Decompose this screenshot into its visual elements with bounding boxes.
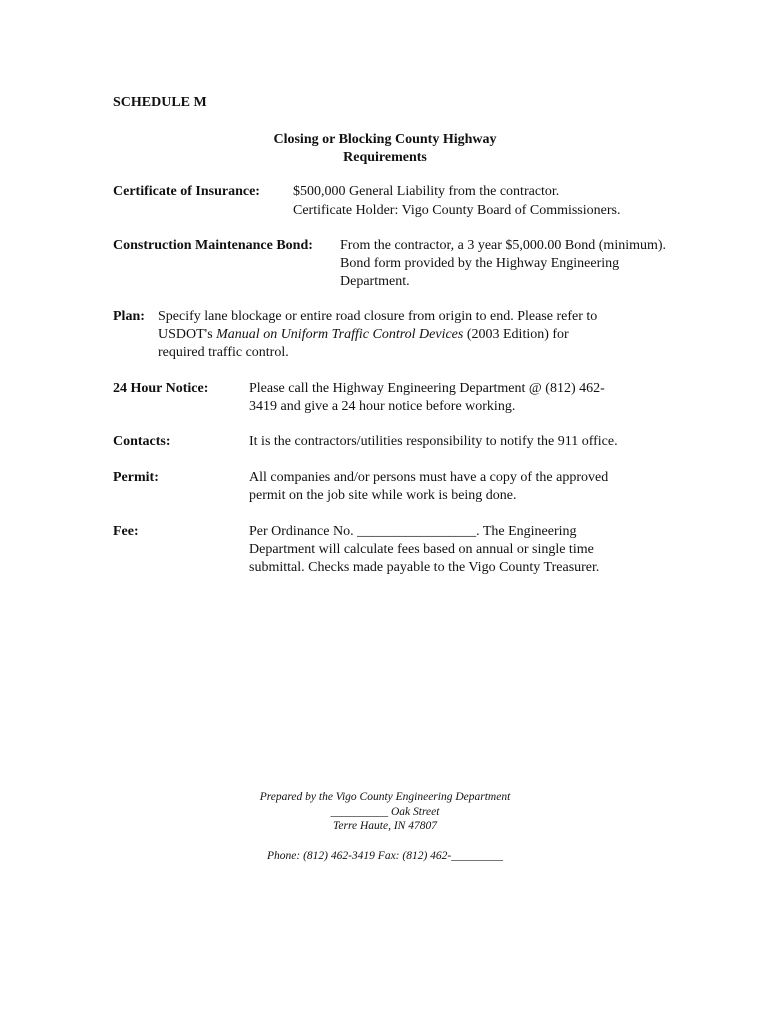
plan-line-3: required traffic control.: [158, 345, 289, 360]
bond-line-1: From the contractor, a 3 year $5,000.00 Bond (minimum).: [340, 238, 667, 253]
fee-line-2: Department will calculate fees based on annual or single time: [249, 542, 594, 557]
plan-line-2: [158, 326, 569, 344]
schedule-label: SCHEDULE M: [113, 95, 207, 110]
plan-line-2-prefix: USDOT's: [158, 327, 217, 342]
notice-line-2: 3419 and give a 24 hour notice before working.: [249, 399, 516, 414]
footer-street: __________ Oak Street: [330, 806, 440, 818]
footer-city: Terre Haute, IN 47807: [333, 820, 437, 832]
plan-label: Plan:: [113, 309, 145, 324]
title-line-2: Requirements: [343, 150, 427, 165]
certificate-line-2: Certificate Holder: Vigo County Board of Commissioners.: [293, 203, 621, 218]
footer-prepared-by: Prepared by the Vigo County Engineering Department: [259, 791, 511, 803]
fee-label: Fee:: [113, 524, 139, 539]
bond-line-2: Bond form provided by the Highway Engineering: [340, 256, 620, 271]
bond-label: Construction Maintenance Bond:: [113, 238, 313, 253]
bond-line-3: Department.: [340, 274, 410, 289]
fee-line-3: submittal. Checks made payable to the Vigo County Treasurer.: [249, 560, 600, 575]
permit-line-2: permit on the job site while work is being done.: [249, 488, 517, 503]
fee-line-1: Per Ordinance No. _________________. The Engineering: [249, 524, 577, 539]
permit-line-1: All companies and/or persons must have a copy of the approved: [249, 470, 609, 485]
contacts-line-1: It is the contractors/utilities responsibility to notify the 911 office.: [249, 434, 618, 449]
certificate-label: Certificate of Insurance:: [113, 184, 260, 199]
title-line-1: Closing or Blocking County Highway: [273, 132, 497, 147]
manual-title: Manual on Uniform Traffic Control Devices: [216, 327, 464, 342]
notice-label: 24 Hour Notice:: [113, 381, 209, 396]
contacts-label: Contacts:: [113, 434, 171, 449]
certificate-line-1: $500,000 General Liability from the contractor.: [293, 184, 560, 199]
plan-line-2-suffix: (2003 Edition) for: [463, 327, 569, 342]
plan-line-1: Specify lane blockage or entire road closure from origin to end. Please refer to: [158, 309, 598, 324]
footer-phone: Phone: (812) 462-3419 Fax: (812) 462-_________: [266, 850, 504, 862]
notice-line-1: Please call the Highway Engineering Department @ (812) 462-: [249, 381, 605, 396]
permit-label: Permit:: [113, 470, 159, 485]
